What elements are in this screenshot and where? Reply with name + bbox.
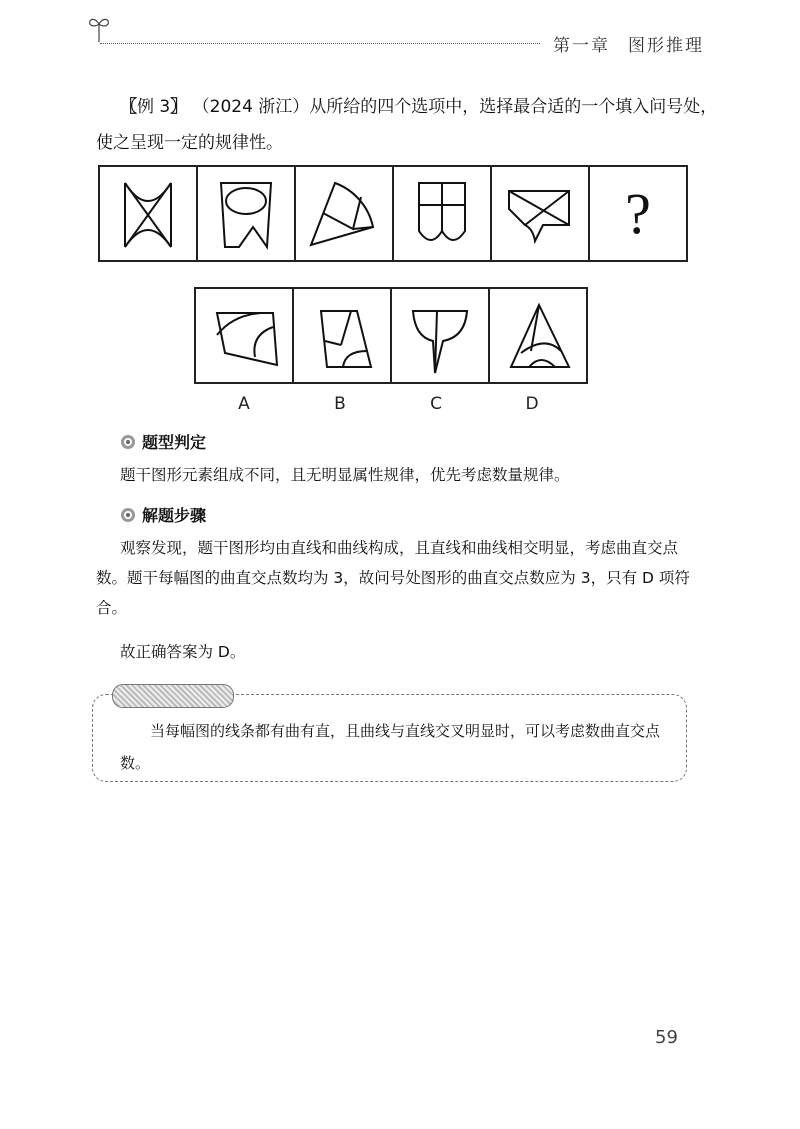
chapter-title: 图形推理 [628, 36, 704, 56]
option-c-figure[interactable] [392, 289, 490, 384]
option-a-label[interactable]: A [238, 394, 250, 414]
tip-text: 当每幅图的线条都有曲有直，且曲线与直线交叉明显时，可以考虑数曲直交点数。 [120, 722, 661, 772]
tip-badge [112, 684, 234, 708]
chapter-label: 第一章 [553, 36, 610, 56]
question-source: （2024 浙江） [192, 97, 310, 117]
section-type-title: 题型判定 [142, 433, 207, 452]
header-divider [100, 43, 540, 44]
options-figure-row [194, 287, 588, 384]
option-b-figure[interactable] [294, 289, 392, 384]
question-text-1: 从所给的四个选项中，选择最合适的一个填入问号处， [309, 97, 718, 117]
sprout-icon [86, 14, 112, 44]
question-mark-cell [590, 167, 688, 262]
question-mark: ? [625, 181, 651, 246]
rosette-icon [120, 434, 136, 450]
page-number: 59 [655, 1027, 678, 1048]
option-labels [196, 394, 580, 414]
question-line-2: 使之呈现一定的规律性。 [96, 133, 283, 153]
option-d-figure[interactable] [490, 289, 588, 384]
question-figure-5 [492, 167, 590, 262]
option-b-label[interactable]: B [334, 394, 346, 414]
question-figure-4 [394, 167, 492, 262]
section-type-heading [120, 430, 206, 453]
section-type-text: 题干图形元素组成不同，且无明显属性规律，优先考虑数量规律。 [120, 466, 570, 484]
example-tag: 例 3 [137, 97, 171, 117]
question-figure-2 [198, 167, 296, 262]
option-a-figure[interactable] [196, 289, 294, 384]
answer-text: 故正确答案为 D。 [120, 643, 246, 661]
section-steps-title: 解题步骤 [142, 506, 207, 525]
option-d-label[interactable]: D [525, 394, 539, 414]
section-steps-text: 观察发现，题干图形均由直线和曲线构成，且直线和曲线相交明显，考虑曲直交点数。题干每幅图的曲直交点数均为 3，故问号处图形的曲直交点数应为 3，只有 D 项符合。 [96, 539, 690, 617]
rosette-icon [120, 507, 136, 523]
question-figure-1 [100, 167, 198, 262]
option-c-label[interactable]: C [430, 394, 442, 414]
question-figure-row [98, 165, 688, 262]
question-line-1: 〖例 3〗 （2024 浙江）从所给的四个选项中，选择最合适的一个填入问号处， [120, 97, 718, 117]
question-figure-3 [296, 167, 394, 262]
section-steps-heading [120, 503, 206, 526]
chapter-header [553, 31, 704, 56]
